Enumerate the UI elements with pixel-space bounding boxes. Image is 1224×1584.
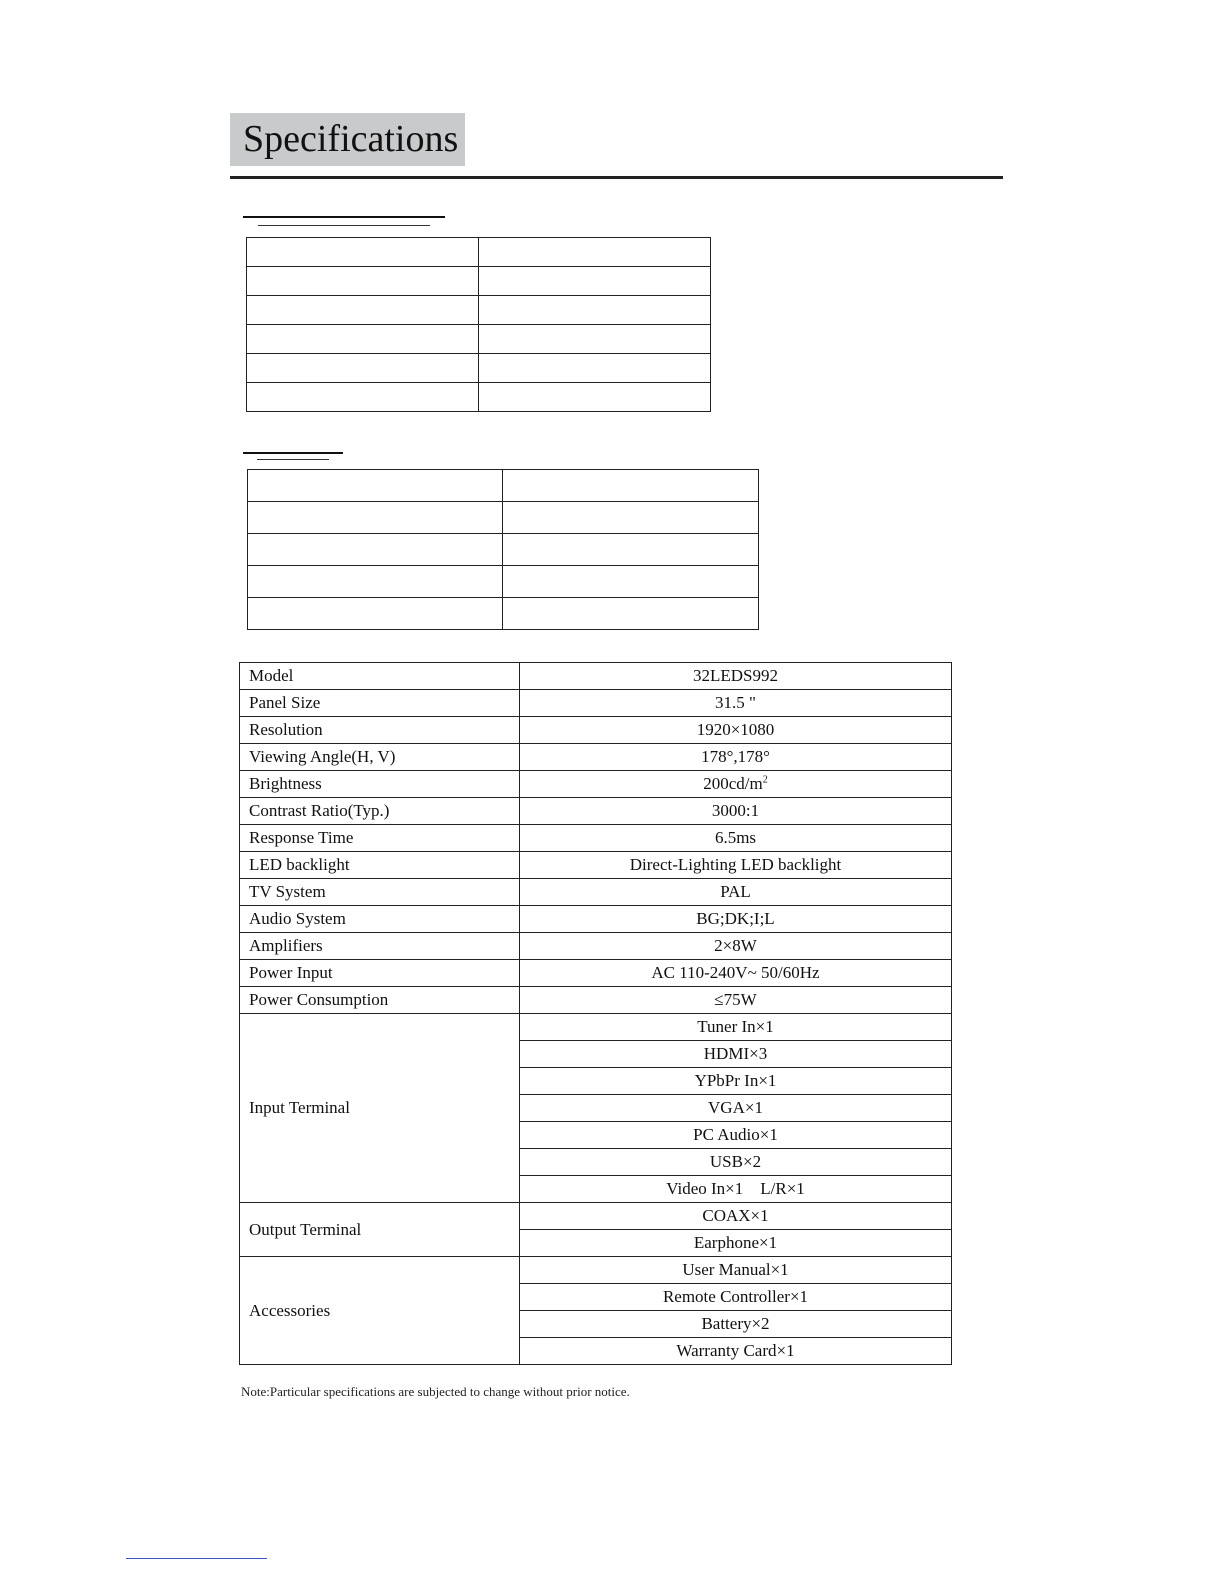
group-label-accessories: Accessories (240, 1257, 520, 1365)
section-underline-inner (258, 225, 430, 226)
spec-value: BG;DK;I;L (520, 906, 952, 933)
table-row (240, 825, 952, 852)
spec-value: 3000:1 (520, 798, 952, 825)
spec-value: Direct-Lighting LED backlight (520, 852, 952, 879)
spec-value: 1920×1080 (520, 717, 952, 744)
title-divider (230, 176, 1003, 179)
table-row (240, 879, 952, 906)
table-row (248, 502, 759, 534)
table-row (240, 987, 952, 1014)
group-label-input-terminal: Input Terminal (240, 1014, 520, 1203)
footnote: Note:Particular specifications are subjected to change without prior notice. (241, 1384, 630, 1399)
table-row (240, 852, 952, 879)
table-row (240, 906, 952, 933)
spec-value: Tuner In×1 (520, 1014, 952, 1041)
spec-label: Viewing Angle(H, V) (240, 744, 520, 771)
spec-label: Response Time (240, 825, 520, 852)
table-row (240, 1014, 952, 1041)
group-label-output-terminal: Output Terminal (240, 1203, 520, 1257)
table-row (240, 771, 952, 798)
spec-label: Resolution (240, 717, 520, 744)
table-row (248, 598, 759, 630)
spec-label: Brightness (240, 771, 520, 798)
spec-value (520, 771, 952, 798)
spec-value: PAL (520, 879, 952, 906)
table-row (247, 354, 711, 383)
table-row (240, 717, 952, 744)
table-row (240, 690, 952, 717)
spec-label: Contrast Ratio(Typ.) (240, 798, 520, 825)
footer-line (126, 1558, 267, 1559)
table-row (247, 383, 711, 412)
table-row (240, 1203, 952, 1230)
table-row (247, 238, 711, 267)
blank-table-1 (246, 237, 711, 412)
spec-value: 2×8W (520, 933, 952, 960)
spec-label: Audio System (240, 906, 520, 933)
spec-value: 32LEDS992 (520, 663, 952, 690)
spec-value: Earphone×1 (520, 1230, 952, 1257)
spec-value: Remote Controller×1 (520, 1284, 952, 1311)
spec-label: Panel Size (240, 690, 520, 717)
spec-value: COAX×1 (520, 1203, 952, 1230)
table-row (240, 960, 952, 987)
spec-value: User Manual×1 (520, 1257, 952, 1284)
spec-value: HDMI×3 (520, 1041, 952, 1068)
section-underline-inner (257, 459, 329, 460)
table-row (240, 933, 952, 960)
spec-value: 31.5 " (520, 690, 952, 717)
table-row (240, 1257, 952, 1284)
brightness-value: 200cd/m (703, 774, 763, 793)
table-row (247, 296, 711, 325)
brightness-unit-exponent: 2 (762, 774, 768, 786)
spec-value: VGA×1 (520, 1095, 952, 1122)
spec-value: YPbPr In×1 (520, 1068, 952, 1095)
spec-value: ≤75W (520, 987, 952, 1014)
spec-value: AC 110-240V~ 50/60Hz (520, 960, 952, 987)
table-row (248, 534, 759, 566)
table-row (240, 798, 952, 825)
spec-value: 178°,178° (520, 744, 952, 771)
table-row (248, 566, 759, 598)
table-row (240, 744, 952, 771)
spec-value: 6.5ms (520, 825, 952, 852)
table-row (240, 663, 952, 690)
spec-label: LED backlight (240, 852, 520, 879)
spec-label: Model (240, 663, 520, 690)
spec-label: Power Consumption (240, 987, 520, 1014)
spec-label: Power Input (240, 960, 520, 987)
section-underline (243, 216, 445, 218)
spec-value: Battery×2 (520, 1311, 952, 1338)
spec-label: TV System (240, 879, 520, 906)
spec-value: Video In×1 L/R×1 (520, 1176, 952, 1203)
spec-table (239, 662, 952, 1365)
section-underline (243, 452, 343, 454)
blank-table-2 (247, 469, 759, 630)
spec-value: USB×2 (520, 1149, 952, 1176)
spec-label: Amplifiers (240, 933, 520, 960)
spec-value: PC Audio×1 (520, 1122, 952, 1149)
table-row (247, 267, 711, 296)
table-row (247, 325, 711, 354)
table-row (248, 470, 759, 502)
page-title: Specifications (230, 113, 465, 166)
spec-value: Warranty Card×1 (520, 1338, 952, 1365)
